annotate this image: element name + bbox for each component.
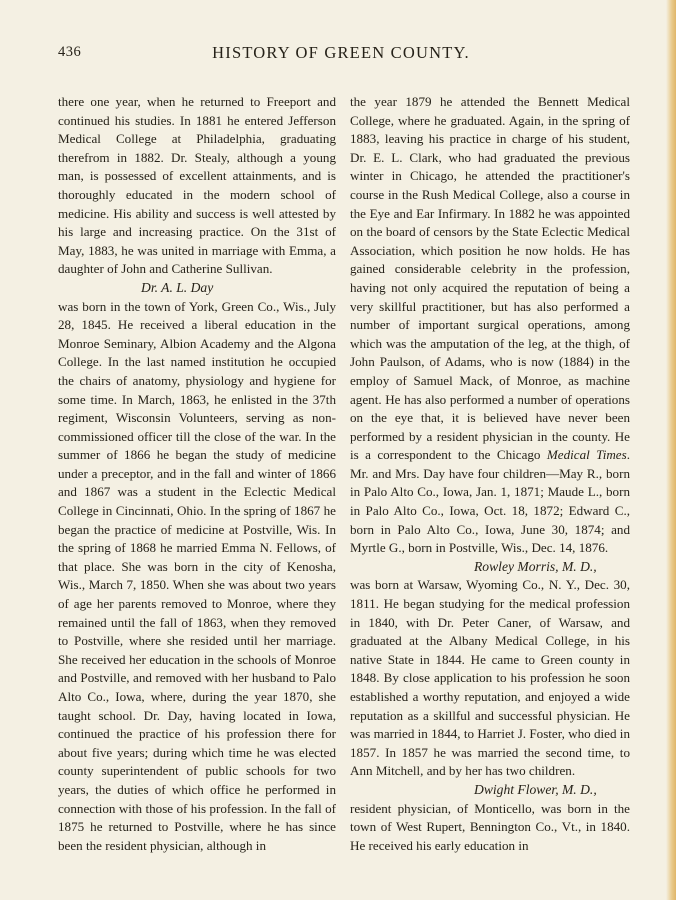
page-header bbox=[58, 44, 624, 64]
paragraph-stealy: there one year, when he returned to Freeport and continued his studies. In 1881 he entered Jefferson Medical College at Philadelphia, graduating therefrom in 1882. Dr. Stealy, although a young man, is possessed of excellent attainments, and is thoroughly educated in the modern school of medicine. His ability and success is well attested by his large and increasing practice. On the 31st of May, 1883, he was united in marriage with Emma, a daughter of John and Catherine Sullivan. bbox=[58, 94, 336, 277]
paragraph-flower-biography: resident physician, of Monticello, was born in the town of West Rupert, Bennington Co., Vt., in 1840. He received his early education in bbox=[350, 800, 630, 853]
text-day-continued: the year 1879 he attended the Bennett Medical College, where he graduated. Again, in the spring of 1883, leaving his practice in charge of his student, Dr. E. L. Clark, who had graduated the previous winter in Chicago, he attended the practitioner's course in the Rush Medical College, also a course in the Eye and Ear Infirmary. In 1882 he was appointed on the board of censors by the State Eclectic Medical Association, which position he now holds. He has gained considerable celebrity in the profession, having not only acquired the reputation of being a very skillful practitioner, but has also performed a number of important surgical operations, among which was the amputation of the leg, at the thigh, of John Paulson, of Adams, who is now (1884) in the employ of Samuel Mack, of Monroe, as machine agent. He has also performed a number of operations on the eye that, it is believed have never been performed by a resident physician in the county. He is a correspondent to the Chicago bbox=[350, 94, 630, 463]
paragraph-day-biography: was born in the town of York, Green Co., Wis., July 28, 1845. He received a liberal education in the Monroe Seminary, Albion Academy and the Algona College. In the last named institution he occupied the chairs of anatomy, physiology and hygiene for some time. In March, 1863, he enlisted in the 37th regiment, Wisconsin Volunteers, serving as non-commissioned officer till the close of the war. In the summer of 1866 he began the study of medicine under a preceptor, and in the fall and winter of 1866 and 1867 was a student in the Eclectic Medical College in Cincinnati, Ohio. In the spring of 1867 he began the practice of medicine at Postville, Wis. In the spring of 1868 he married Emma N. Fellows, of that place. She was born in the city of Kenosha, Wis., March 7, 1850. When she was about two years of age her parents removed to Monroe, where they remained until the fall of 1863, when they removed to Postville, where she resided until her marriage. She received her education in the schools of Monroe and Postville, and removed with her husband to Palo Alto Co., Iowa, where, during the year 1870, she taught school. Dr. Day, having located in Iowa, continued the practice of his profession there for about five years; during which time he was elected county superintendent of public schools for two years, the duties of which office he performed in connection with those of his profession. In the fall of 1875 he returned to Postville, where he has since been the resident physician, although in bbox=[58, 298, 336, 853]
heading-dwight-flower: Dwight Flower, M. D., bbox=[474, 781, 597, 797]
page-edge bbox=[666, 0, 676, 900]
heading-dr-day: Dr. A. L. Day bbox=[141, 279, 214, 295]
running-head: HISTORY OF GREEN COUNTY. bbox=[212, 43, 470, 62]
paragraph-day-continued bbox=[350, 93, 630, 558]
page-number: 436 bbox=[58, 44, 82, 60]
paragraph-morris-biography: was born at Warsaw, Wyoming Co., N. Y., Dec. 30, 1811. He began studying for the medical profession in 1840, with Dr. Peter Caner, of Warsaw, and graduated at the Albany Medical College, in his native State in 1844. He came to Green county in 1848. By close application to his profession he soon established a worthy reputation, and enjoyed a wide reputation as a skillful and successful physician. He was married in 1844, to Harriet J. Foster, who died in 1857. In 1857 he was married the second time, to Ann Mitchell, and by her has two children. bbox=[350, 577, 630, 779]
left-column bbox=[58, 93, 336, 855]
right-column bbox=[350, 93, 630, 855]
text-day-children: . Mr. and Mrs. Day have four children—May R., born in Palo Alto Co., Iowa, Jan. 1, 1871; Maude L., born in Palo Alto Co., Iowa, Oct. 18, 1872; Edward C., born in Palo Alto Co., Iowa, June 30, 1874; and Myrtle G., born in Postville, Wis., Dec. 14, 1876. bbox=[350, 447, 630, 556]
journal-title: Medical Times bbox=[546, 447, 627, 463]
heading-rowley-morris: Rowley Morris, M. D., bbox=[474, 558, 597, 574]
